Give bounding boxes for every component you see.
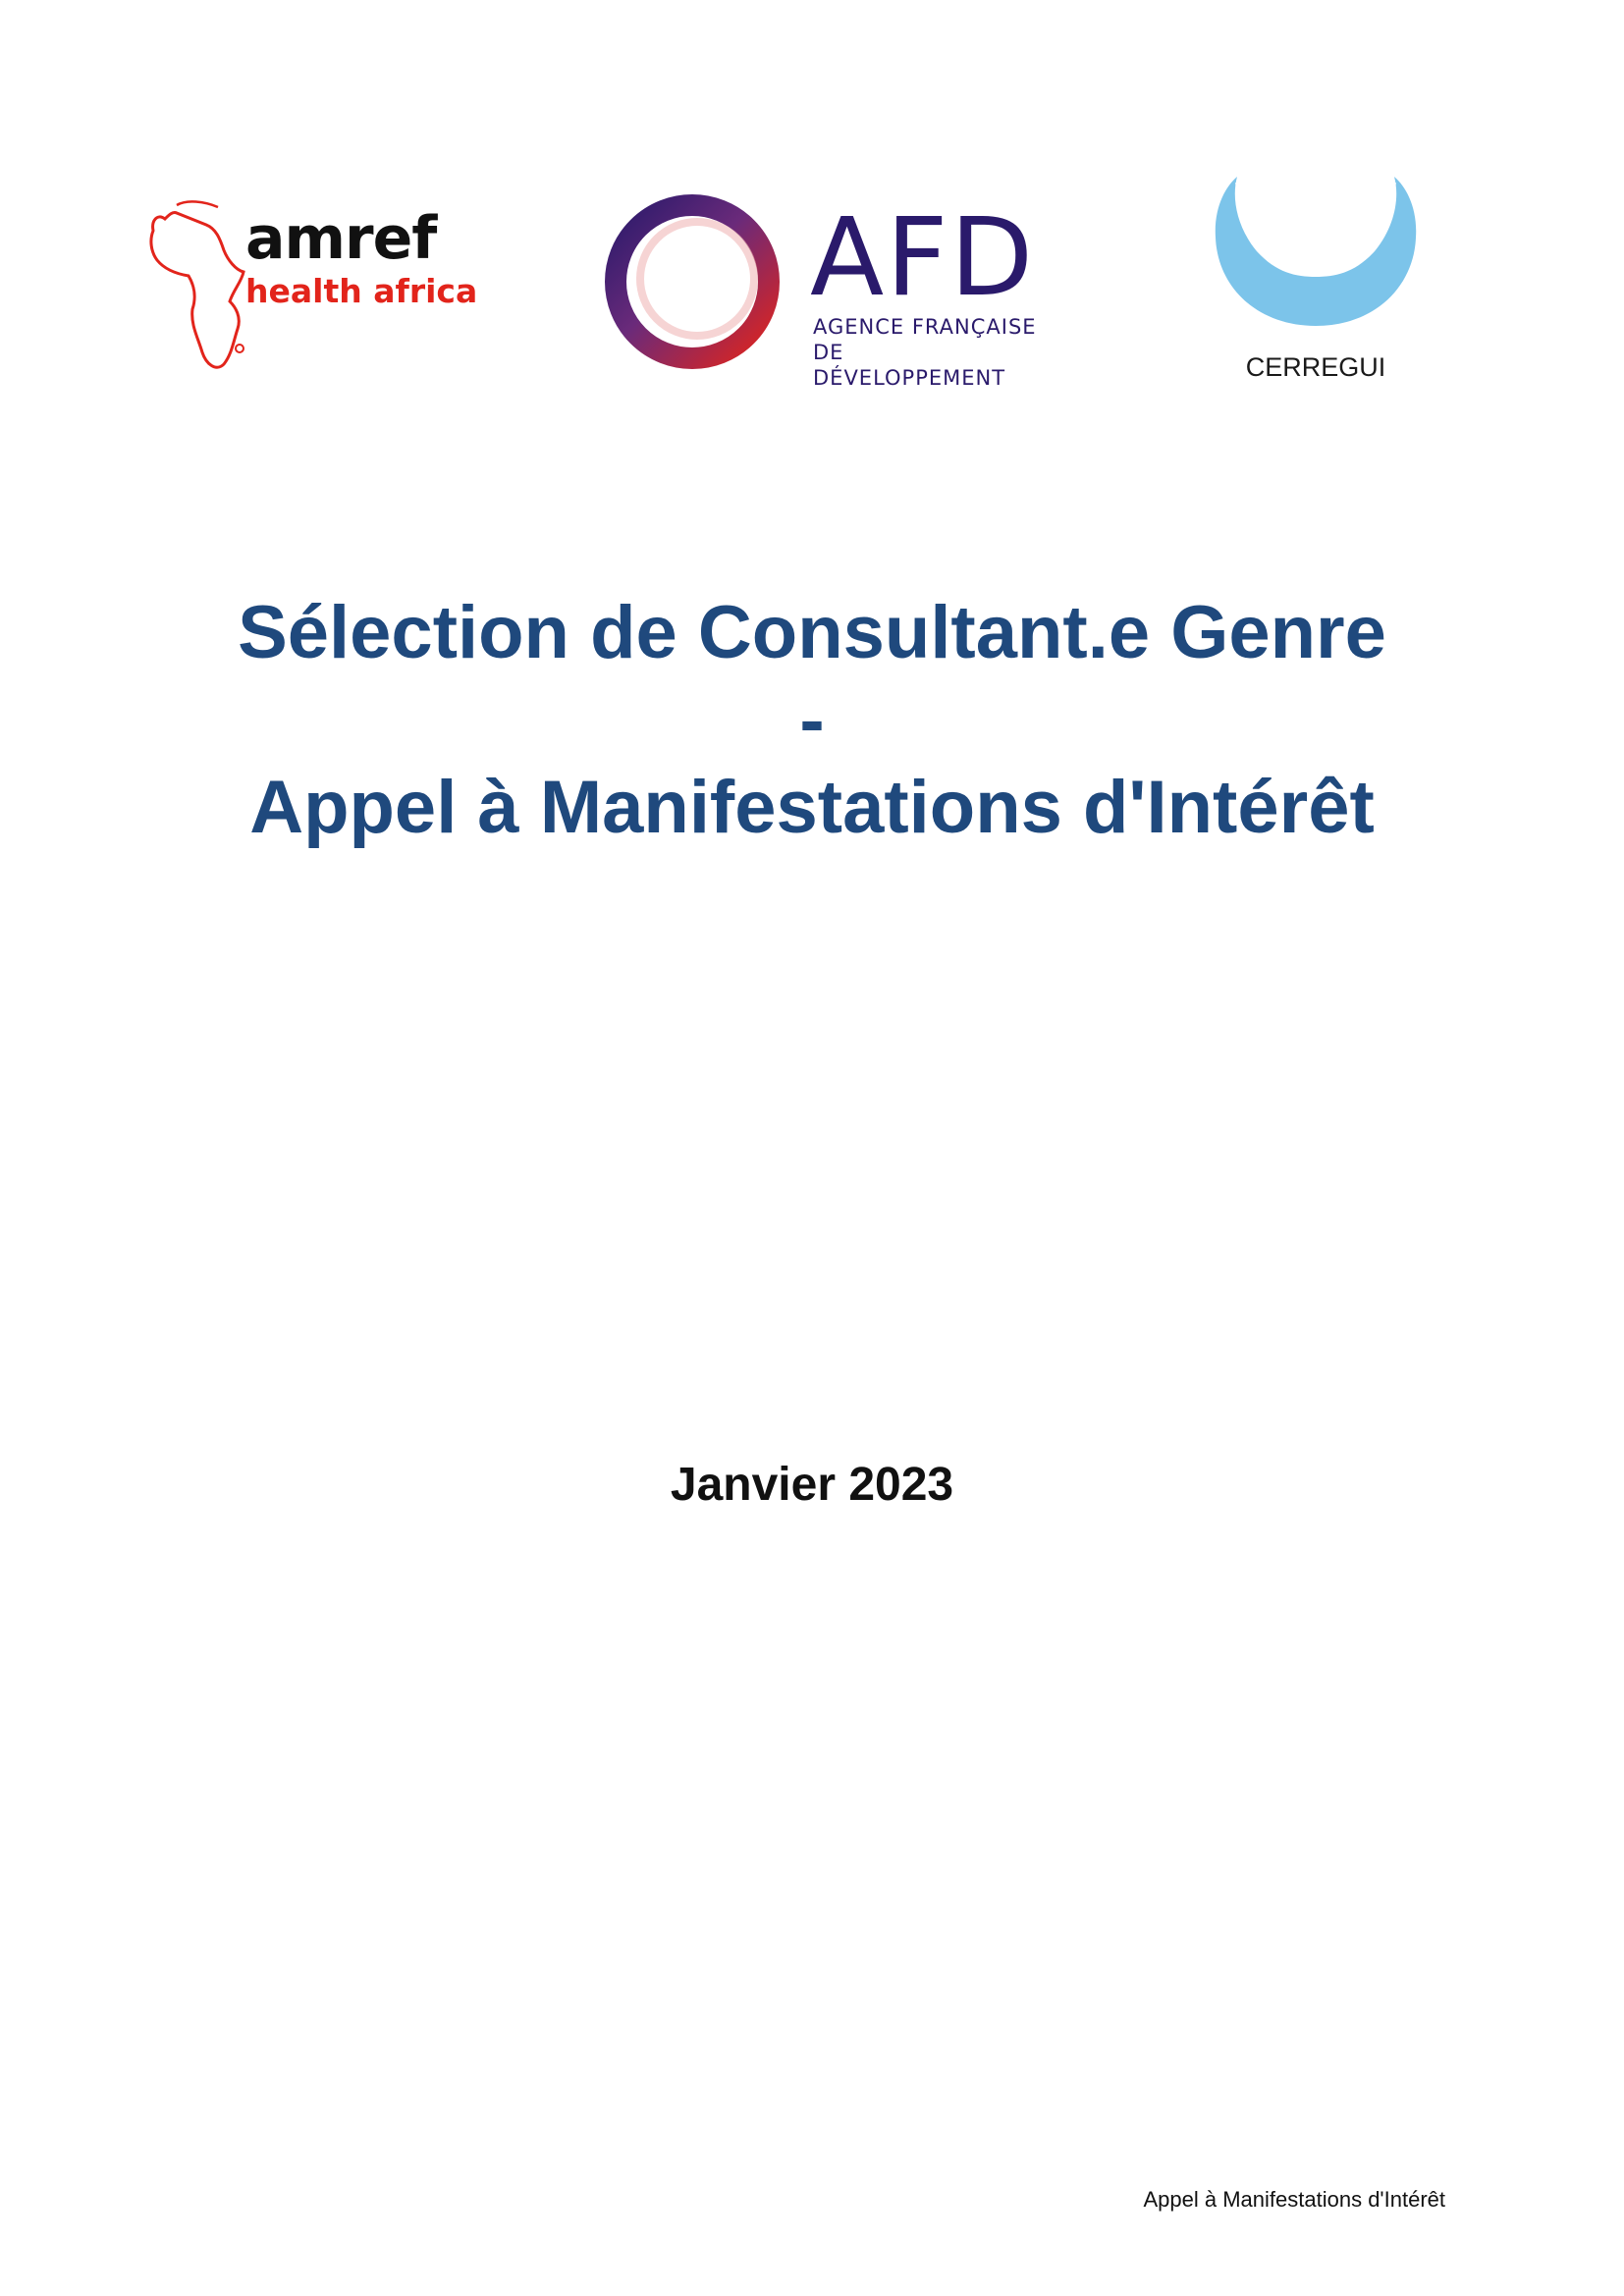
afd-logo [599, 188, 1041, 390]
afd-tagline: AGENCE FRANÇAISE DE DÉVELOPPEMENT [813, 315, 1037, 390]
amref-tagline: health africa [245, 272, 478, 310]
amref-logo [147, 191, 478, 378]
afd-wordmark: AFD [810, 194, 1036, 320]
page-footer: Appel à Manifestations d'Intérêt [1143, 2187, 1445, 2212]
title-separator: - [799, 678, 825, 762]
afd-ring-icon [599, 188, 785, 375]
cerregui-emblem-icon [1198, 169, 1434, 346]
document-title [0, 589, 1624, 851]
title-line-2: Appel à Manifestations d'Intérêt [249, 766, 1375, 849]
cerregui-label: CERREGUI [1245, 352, 1386, 382]
title-line-1: Sélection de Consultant.e Genre [238, 591, 1386, 674]
document-date: Janvier 2023 [670, 1459, 954, 1511]
amref-wordmark: amref [245, 204, 437, 273]
africa-map-icon [147, 191, 245, 378]
cerregui-logo [1198, 169, 1434, 385]
